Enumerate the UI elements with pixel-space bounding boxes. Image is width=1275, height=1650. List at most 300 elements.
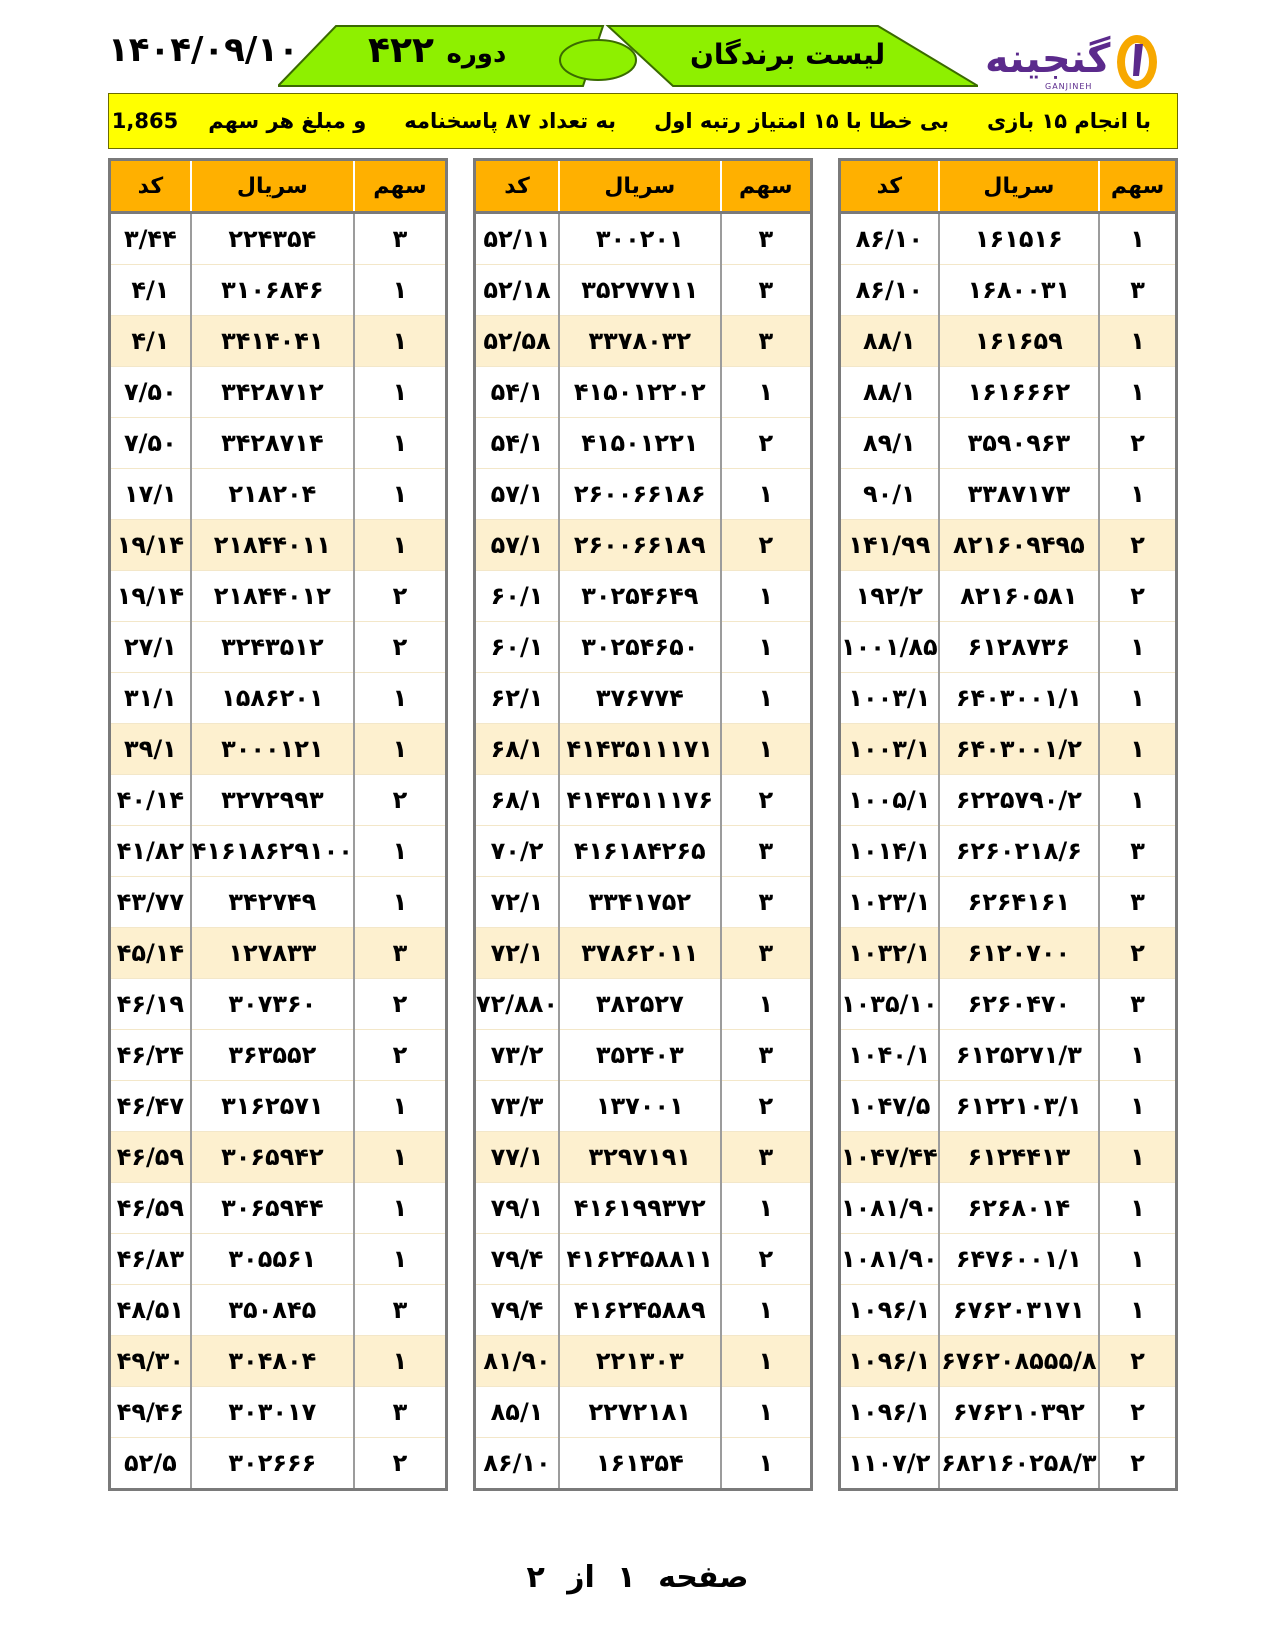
cell-share: ۱: [1099, 775, 1176, 826]
table-row: [110, 1081, 447, 1132]
table-row: [840, 1285, 1177, 1336]
cell-serial: ۲۱۸۴۴۰۱۱: [191, 520, 354, 571]
cell-share: ۱: [1099, 1285, 1176, 1336]
cell-code: ۵۷/۱: [475, 469, 560, 520]
cell-serial: ۶۲۶۰۴۷۰: [939, 979, 1099, 1030]
cell-serial: ۲۱۸۲۰۴: [191, 469, 354, 520]
info-games: با انجام ۱۵ بازی: [987, 109, 1151, 133]
cell-share: ۱: [354, 520, 447, 571]
cell-share: ۲: [354, 1438, 447, 1490]
cell-share: ۱: [1099, 673, 1176, 724]
cell-code: ۱۰۰۱/۸۵: [840, 622, 939, 673]
cell-serial: ۳۰۰۲۰۱: [559, 213, 721, 265]
cell-share: ۲: [354, 775, 447, 826]
table-row: [840, 265, 1177, 316]
cell-share: ۳: [1099, 265, 1176, 316]
cell-code: ۴۹/۴۶: [110, 1387, 191, 1438]
page-footer: [0, 1560, 1275, 1595]
table-row: [110, 979, 447, 1030]
cell-code: ۴۰/۱۴: [110, 775, 191, 826]
cell-serial: ۳۱۰۶۸۴۶: [191, 265, 354, 316]
cell-share: ۲: [354, 571, 447, 622]
cell-serial: ۲۶۰۰۶۶۱۸۹: [559, 520, 721, 571]
cell-share: ۳: [1099, 877, 1176, 928]
cell-serial: ۶۴۷۶۰۰۱/۱: [939, 1234, 1099, 1285]
cell-serial: ۳۰۶۵۹۴۴: [191, 1183, 354, 1234]
cell-share: ۱: [721, 1183, 812, 1234]
cell-code: ۷۹/۴: [475, 1285, 560, 1336]
cell-serial: ۳۰۲۵۴۶۵۰: [559, 622, 721, 673]
cell-share: ۱: [1099, 469, 1176, 520]
table-row: [475, 1030, 812, 1081]
logo-subtext: GANJINEH: [1045, 82, 1093, 91]
cell-code: ۴۶/۲۴: [110, 1030, 191, 1081]
cell-serial: ۶۱۲۵۲۷۱/۳: [939, 1030, 1099, 1081]
cell-share: ۲: [1099, 1438, 1176, 1490]
cell-share: ۳: [354, 1387, 447, 1438]
cell-code: ۴۵/۱۴: [110, 928, 191, 979]
cell-code: ۱۹۲/۲: [840, 571, 939, 622]
winners-table-3: [108, 158, 448, 1491]
cell-serial: ۴۱۴۳۵۱۱۱۷۱: [559, 724, 721, 775]
table-row: [475, 673, 812, 724]
cell-serial: ۳۰۰۰۱۲۱: [191, 724, 354, 775]
table-row: [110, 1234, 447, 1285]
col-share-header: سهم: [1099, 160, 1176, 213]
cell-serial: ۶۲۶۴۱۶۱: [939, 877, 1099, 928]
table-row: [840, 1081, 1177, 1132]
cell-serial: ۳۲۹۷۱۹۱: [559, 1132, 721, 1183]
cell-share: ۱: [354, 1234, 447, 1285]
cell-serial: ۱۶۱۳۵۴: [559, 1438, 721, 1490]
cell-code: ۴/۱: [110, 316, 191, 367]
cell-code: ۷۹/۱: [475, 1183, 560, 1234]
cell-share: ۲: [354, 1030, 447, 1081]
cell-serial: ۳۵۹۰۹۶۳: [939, 418, 1099, 469]
cell-serial: ۳۰۴۸۰۴: [191, 1336, 354, 1387]
footer-page-word: صفحه: [658, 1560, 749, 1595]
cell-code: ۸۹/۱: [840, 418, 939, 469]
cell-share: ۲: [721, 1081, 812, 1132]
cell-serial: ۱۶۱۶۶۶۲: [939, 367, 1099, 418]
cell-serial: ۶۴۰۳۰۰۱/۱: [939, 673, 1099, 724]
cell-serial: ۶۷۶۲۰۸۵۵۵/۸: [939, 1336, 1099, 1387]
cell-serial: ۳۵۰۸۴۵: [191, 1285, 354, 1336]
table-row: [110, 418, 447, 469]
cell-code: ۸۶/۱۰: [475, 1438, 560, 1490]
brand-logo: [985, 28, 1165, 98]
table-row: [475, 520, 812, 571]
cell-serial: ۳۴۱۴۰۴۱: [191, 316, 354, 367]
cell-serial: ۲۱۸۴۴۰۱۲: [191, 571, 354, 622]
cell-share: ۱: [354, 265, 447, 316]
cell-serial: ۳۰۲۶۶۶: [191, 1438, 354, 1490]
cell-code: ۷۳/۲: [475, 1030, 560, 1081]
cell-share: ۳: [721, 213, 812, 265]
cell-code: ۴۶/۴۷: [110, 1081, 191, 1132]
table-row: [475, 979, 812, 1030]
cell-code: ۱۰۰۳/۱: [840, 724, 939, 775]
cell-code: ۱۰۹۶/۱: [840, 1387, 939, 1438]
cell-code: ۴۳/۷۷: [110, 877, 191, 928]
cell-share: ۱: [1099, 213, 1176, 265]
cell-share: ۱: [354, 877, 447, 928]
cell-code: ۱۹/۱۴: [110, 520, 191, 571]
table-row: [840, 1183, 1177, 1234]
cell-serial: ۸۲۱۶۰۵۸۱: [939, 571, 1099, 622]
table-row: [110, 877, 447, 928]
table-row: [475, 316, 812, 367]
cell-share: ۲: [721, 1234, 812, 1285]
cell-serial: ۴۱۶۲۴۵۸۸۱۱: [559, 1234, 721, 1285]
cell-code: ۵۷/۱: [475, 520, 560, 571]
table-row: [110, 826, 447, 877]
cell-serial: ۴۱۶۱۸۶۲۹۱۰۰: [191, 826, 354, 877]
table-row: [840, 724, 1177, 775]
cell-serial: ۴۱۶۱۸۴۲۶۵: [559, 826, 721, 877]
cell-serial: ۶۸۲۱۶۰۲۵۸/۳: [939, 1438, 1099, 1490]
cell-share: ۲: [354, 979, 447, 1030]
table-row: [840, 316, 1177, 367]
cell-code: ۱۰۲۳/۱: [840, 877, 939, 928]
cell-serial: ۱۶۸۰۰۳۱: [939, 265, 1099, 316]
cell-share: ۱: [721, 1387, 812, 1438]
table-row: [110, 622, 447, 673]
cell-code: ۱۰۴۰/۱: [840, 1030, 939, 1081]
footer-of-word: از: [567, 1560, 595, 1595]
info-bar: [108, 93, 1178, 149]
table-row: [840, 213, 1177, 265]
cell-serial: ۳۴۲۸۷۱۲: [191, 367, 354, 418]
cell-code: ۷۹/۴: [475, 1234, 560, 1285]
table-row: [110, 1285, 447, 1336]
cell-serial: ۶۱۲۴۴۱۳: [939, 1132, 1099, 1183]
cell-serial: ۳۷۶۷۷۴: [559, 673, 721, 724]
cell-serial: ۳۱۶۲۵۷۱: [191, 1081, 354, 1132]
cell-code: ۶۰/۱: [475, 571, 560, 622]
cell-share: ۱: [1099, 1183, 1176, 1234]
cell-share: ۱: [354, 1336, 447, 1387]
col-serial-header: سریال: [939, 160, 1099, 213]
cell-code: ۸۶/۱۰: [840, 213, 939, 265]
cell-share: ۱: [354, 367, 447, 418]
cell-code: ۷۲/۱: [475, 877, 560, 928]
table-row: [475, 775, 812, 826]
cell-serial: ۴۱۵۰۱۲۲۰۲: [559, 367, 721, 418]
cell-code: ۳۱/۱: [110, 673, 191, 724]
cell-serial: ۳۵۲۴۰۳: [559, 1030, 721, 1081]
cell-code: ۸۸/۱: [840, 367, 939, 418]
cell-code: ۸۵/۱: [475, 1387, 560, 1438]
period-label: دوره: [446, 39, 507, 69]
cell-code: ۱۰۴۷/۵: [840, 1081, 939, 1132]
table-row: [840, 673, 1177, 724]
period-box: [368, 30, 520, 71]
cell-code: ۷/۵۰: [110, 418, 191, 469]
cell-share: ۱: [721, 1438, 812, 1490]
table-row: [840, 418, 1177, 469]
cell-share: ۱: [1099, 1132, 1176, 1183]
table-row: [840, 571, 1177, 622]
cell-share: ۲: [1099, 1387, 1176, 1438]
cell-serial: ۱۲۷۸۳۳: [191, 928, 354, 979]
cell-code: ۵۲/۵: [110, 1438, 191, 1490]
cell-serial: ۶۲۶۰۲۱۸/۶: [939, 826, 1099, 877]
cell-code: ۱۰۰۵/۱: [840, 775, 939, 826]
table-row: [475, 622, 812, 673]
cell-share: ۲: [1099, 571, 1176, 622]
cell-code: ۷۲/۸۸۰: [475, 979, 560, 1030]
winners-table-1: [838, 158, 1178, 1491]
cell-code: ۵۲/۵۸: [475, 316, 560, 367]
cell-share: ۳: [721, 316, 812, 367]
cell-serial: ۳۸۲۵۲۷: [559, 979, 721, 1030]
cell-code: ۴۶/۵۹: [110, 1183, 191, 1234]
cell-code: ۴۶/۱۹: [110, 979, 191, 1030]
cell-share: ۲: [721, 418, 812, 469]
cell-code: ۹۰/۱: [840, 469, 939, 520]
cell-share: ۳: [721, 1132, 812, 1183]
cell-code: ۶۰/۱: [475, 622, 560, 673]
cell-serial: ۶۱۲۲۱۰۳/۱: [939, 1081, 1099, 1132]
table-row: [840, 1030, 1177, 1081]
table-row: [110, 1438, 447, 1490]
cell-code: ۱۷/۱: [110, 469, 191, 520]
table-row: [475, 213, 812, 265]
cell-serial: ۳۵۲۷۷۷۱۱: [559, 265, 721, 316]
cell-serial: ۱۶۱۵۱۶: [939, 213, 1099, 265]
table-row: [110, 469, 447, 520]
cell-code: ۶۸/۱: [475, 775, 560, 826]
table-row: [475, 571, 812, 622]
cell-serial: ۱۵۸۶۲۰۱: [191, 673, 354, 724]
table-row: [110, 673, 447, 724]
cell-share: ۱: [354, 1183, 447, 1234]
cell-serial: ۴۱۴۳۵۱۱۱۷۶: [559, 775, 721, 826]
table-row: [475, 367, 812, 418]
cell-code: ۷۷/۱: [475, 1132, 560, 1183]
cell-serial: ۳۳۷۸۰۳۲: [559, 316, 721, 367]
table-row: [110, 316, 447, 367]
cell-share: ۱: [1099, 1234, 1176, 1285]
cell-code: ۱۰۱۴/۱: [840, 826, 939, 877]
table-row: [110, 1030, 447, 1081]
cell-share: ۲: [721, 775, 812, 826]
cell-share: ۱: [721, 673, 812, 724]
cell-code: ۴/۱: [110, 265, 191, 316]
cell-code: ۸۸/۱: [840, 316, 939, 367]
cell-share: ۳: [354, 213, 447, 265]
col-code-header: کد: [110, 160, 191, 213]
table-row: [475, 418, 812, 469]
cell-share: ۳: [354, 928, 447, 979]
period-number: ۴۲۲: [368, 30, 434, 71]
table-row: [475, 1132, 812, 1183]
cell-serial: ۴۱۶۲۴۵۸۸۹: [559, 1285, 721, 1336]
cell-code: ۱۱۰۷/۲: [840, 1438, 939, 1490]
cell-serial: ۳۲۴۳۵۱۲: [191, 622, 354, 673]
cell-share: ۱: [354, 316, 447, 367]
cell-code: ۱۰۴۷/۴۴: [840, 1132, 939, 1183]
cell-code: ۸۶/۱۰: [840, 265, 939, 316]
table-row: [475, 928, 812, 979]
cell-share: ۱: [1099, 316, 1176, 367]
table-row: [110, 775, 447, 826]
col-serial-header: سریال: [559, 160, 721, 213]
table-row: [840, 928, 1177, 979]
cell-code: ۵۴/۱: [475, 418, 560, 469]
table-row: [840, 826, 1177, 877]
cell-code: ۸۱/۹۰: [475, 1336, 560, 1387]
table-row: [840, 1387, 1177, 1438]
cell-code: ۱۰۸۱/۹۰: [840, 1234, 939, 1285]
table-row: [840, 1438, 1177, 1490]
table-row: [840, 1132, 1177, 1183]
cell-share: ۱: [721, 1336, 812, 1387]
table-row: [475, 877, 812, 928]
cell-share: ۳: [354, 1285, 447, 1336]
table-row: [475, 469, 812, 520]
cell-code: ۷۲/۱: [475, 928, 560, 979]
cell-share: ۱: [721, 724, 812, 775]
table-row: [110, 213, 447, 265]
table-row: [840, 775, 1177, 826]
cell-share: ۱: [354, 724, 447, 775]
cell-serial: ۳۴۲۷۴۹: [191, 877, 354, 928]
info-amount-label: و مبلغ هر سهم: [208, 109, 367, 133]
info-amount-value: 1,865: [111, 109, 179, 133]
cell-share: ۳: [1099, 979, 1176, 1030]
cell-share: ۱: [354, 1081, 447, 1132]
cell-share: ۱: [354, 469, 447, 520]
cell-code: ۵۴/۱: [475, 367, 560, 418]
table-row: [475, 1387, 812, 1438]
footer-page-total: ۲: [526, 1560, 545, 1595]
cell-share: ۳: [721, 928, 812, 979]
table-row: [110, 265, 447, 316]
cell-serial: ۸۲۱۶۰۹۴۹۵: [939, 520, 1099, 571]
cell-serial: ۲۲۷۲۱۸۱: [559, 1387, 721, 1438]
cell-share: ۲: [721, 520, 812, 571]
title-banner: [278, 24, 978, 90]
cell-serial: ۳۶۳۵۵۲: [191, 1030, 354, 1081]
cell-code: ۷۳/۳: [475, 1081, 560, 1132]
col-code-header: کد: [840, 160, 939, 213]
col-serial-header: سریال: [191, 160, 354, 213]
table-row: [475, 1438, 812, 1490]
cell-share: ۱: [721, 1285, 812, 1336]
winners-table-2: [473, 158, 813, 1491]
table-row: [110, 1183, 447, 1234]
table-row: [475, 1285, 812, 1336]
table-row: [110, 724, 447, 775]
table-row: [475, 1234, 812, 1285]
cell-serial: ۳۰۶۵۹۴۲: [191, 1132, 354, 1183]
cell-code: ۵۲/۱۱: [475, 213, 560, 265]
cell-share: ۲: [354, 622, 447, 673]
table-row: [840, 520, 1177, 571]
page-title: لیست برندگان: [690, 38, 886, 71]
table-row: [475, 1081, 812, 1132]
cell-code: ۶۲/۱: [475, 673, 560, 724]
table-row: [840, 622, 1177, 673]
cell-share: ۱: [354, 673, 447, 724]
cell-share: ۱: [354, 826, 447, 877]
cell-serial: ۲۲۴۳۵۴: [191, 213, 354, 265]
cell-code: ۱۰۹۶/۱: [840, 1285, 939, 1336]
cell-serial: ۳۴۲۸۷۱۴: [191, 418, 354, 469]
cell-serial: ۶۷۶۲۱۰۳۹۲: [939, 1387, 1099, 1438]
cell-code: ۱۰۳۵/۱۰: [840, 979, 939, 1030]
table-row: [110, 1132, 447, 1183]
cell-code: ۴۶/۸۳: [110, 1234, 191, 1285]
cell-share: ۱: [1099, 367, 1176, 418]
cell-share: ۳: [721, 826, 812, 877]
cell-share: ۱: [721, 571, 812, 622]
table-row: [475, 826, 812, 877]
cell-code: ۱۴۱/۹۹: [840, 520, 939, 571]
cell-code: ۱۰۹۶/۱: [840, 1336, 939, 1387]
info-count: به تعداد ۸۷ پاسخنامه: [404, 109, 617, 133]
cell-share: ۱: [1099, 1030, 1176, 1081]
table-row: [840, 469, 1177, 520]
cell-serial: ۳۳۴۱۷۵۲: [559, 877, 721, 928]
cell-code: ۵۲/۱۸: [475, 265, 560, 316]
col-code-header: کد: [475, 160, 560, 213]
cell-share: ۱: [1099, 1081, 1176, 1132]
cell-serial: ۶۲۶۸۰۱۴: [939, 1183, 1099, 1234]
cell-serial: ۶۴۰۳۰۰۱/۲: [939, 724, 1099, 775]
cell-serial: ۲۲۱۳۰۳: [559, 1336, 721, 1387]
col-share-header: سهم: [721, 160, 812, 213]
col-share-header: سهم: [354, 160, 447, 213]
cell-code: ۱۰۸۱/۹۰: [840, 1183, 939, 1234]
cell-code: ۳/۴۴: [110, 213, 191, 265]
cell-share: ۱: [721, 979, 812, 1030]
cell-share: ۲: [1099, 1336, 1176, 1387]
cell-serial: ۶۱۲۸۷۳۶: [939, 622, 1099, 673]
table-row: [475, 1183, 812, 1234]
cell-code: ۷۰/۲: [475, 826, 560, 877]
cell-share: ۱: [1099, 724, 1176, 775]
table-row: [475, 265, 812, 316]
cell-code: ۴۱/۸۲: [110, 826, 191, 877]
cell-code: ۴۶/۵۹: [110, 1132, 191, 1183]
table-row: [840, 877, 1177, 928]
table-row: [110, 928, 447, 979]
table-row: [110, 1387, 447, 1438]
table-row: [840, 367, 1177, 418]
cell-serial: ۴۱۵۰۱۲۲۱: [559, 418, 721, 469]
table-row: [840, 979, 1177, 1030]
table-row: [110, 367, 447, 418]
table-row: [840, 1234, 1177, 1285]
cell-share: ۱: [354, 418, 447, 469]
cell-serial: ۱۶۱۶۵۹: [939, 316, 1099, 367]
cell-serial: ۶۱۲۰۷۰۰: [939, 928, 1099, 979]
cell-share: ۳: [721, 265, 812, 316]
cell-serial: ۲۶۰۰۶۶۱۸۶: [559, 469, 721, 520]
cell-code: ۱۰۳۲/۱: [840, 928, 939, 979]
footer-page-num: ۱: [617, 1560, 636, 1595]
cell-share: ۳: [1099, 826, 1176, 877]
cell-share: ۳: [721, 877, 812, 928]
cell-code: ۲۷/۱: [110, 622, 191, 673]
cell-serial: ۳۰۳۰۱۷: [191, 1387, 354, 1438]
cell-code: ۱۹/۱۴: [110, 571, 191, 622]
cell-code: ۴۸/۵۱: [110, 1285, 191, 1336]
cell-serial: ۱۳۷۰۰۱: [559, 1081, 721, 1132]
